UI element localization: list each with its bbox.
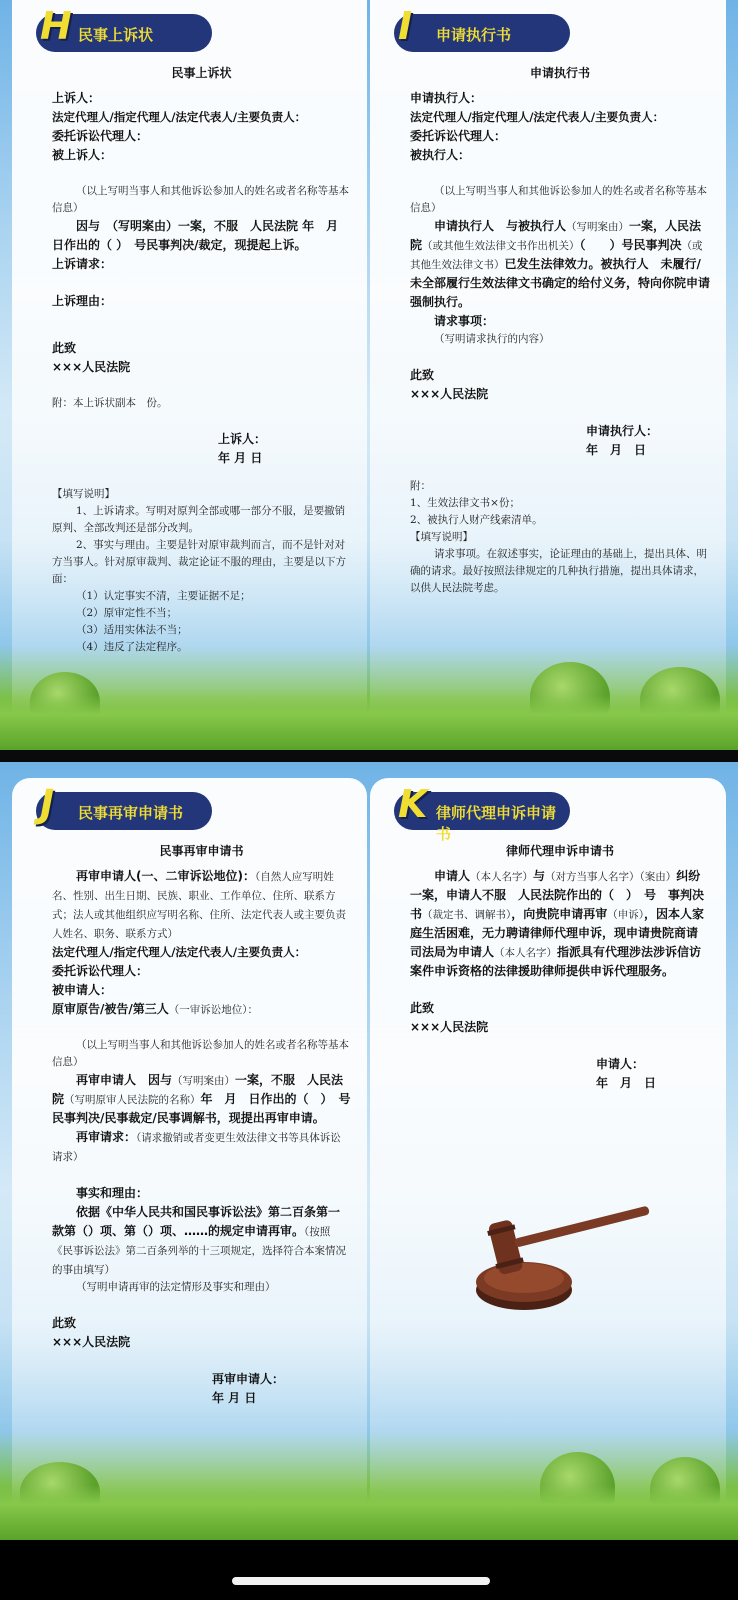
gavel-icon bbox=[456, 1198, 656, 1318]
body-part: 指派具有代理涉法涉诉信访案件申诉资格的法律援助律师提供申诉代理服务。 bbox=[410, 945, 702, 978]
party-line: 被执行人： bbox=[410, 148, 471, 162]
section-badge-k bbox=[394, 782, 570, 843]
party-note: （以上写明当事人和其他诉讼参加人的姓名或者名称等基本信息） bbox=[52, 1039, 349, 1068]
body-part: 纠纷一案，申请人不服 人民法院作出的（ ） 号 事判决书 bbox=[410, 869, 705, 921]
salutation: 此致 bbox=[52, 1316, 77, 1330]
request-note: （请求撤销或者变更生效法律文书等具体诉讼请求） bbox=[52, 1132, 341, 1163]
body-note: （写明案由） bbox=[172, 1075, 236, 1087]
attachment-note: 附：本上诉状副本 份。 bbox=[52, 397, 168, 409]
lawyer-appeal-document bbox=[410, 842, 710, 1093]
appeal-reason-label: 上诉理由： bbox=[52, 294, 113, 308]
doc-title: 民事再审申请书 bbox=[159, 844, 244, 858]
home-indicator[interactable] bbox=[232, 1577, 490, 1585]
instruction-text: 请求事项。在叙述事实，论证理由的基础上，提出具体、明确的请求。最好按照法律规定的几种执行措施，提出具体请求，以供人民法院考虑。 bbox=[410, 548, 707, 594]
party-line: 委托诉讼代理人： bbox=[52, 129, 149, 143]
page-civil-appeal bbox=[12, 0, 367, 750]
badge-title: 民事上诉状 bbox=[78, 26, 154, 44]
body-note: （写明案由） bbox=[566, 221, 630, 233]
party-line bbox=[52, 1000, 351, 1019]
civil-appeal-document bbox=[52, 64, 351, 656]
doc-title: 律师代理申诉申请书 bbox=[505, 844, 614, 858]
page-enforcement-application bbox=[370, 0, 726, 750]
body-part: 一案，人民法院 bbox=[410, 219, 702, 252]
attachment-item: 1、生效法律文书×份； bbox=[410, 497, 520, 509]
fact-label: 事实和理由： bbox=[76, 1186, 149, 1200]
date-label: 年 月 日 bbox=[218, 451, 263, 465]
body-note: （或其他生效法律文书作出机关） bbox=[422, 240, 580, 252]
body-text: 因与 （写明案由）一案，不服 人民法院 年 月 日作出的（ ） 号民事判决/裁定，现提起上诉。 bbox=[52, 219, 339, 252]
body-note: （或其他生效法律文书） bbox=[410, 240, 703, 271]
signature-label: 申请人： bbox=[596, 1057, 645, 1071]
signature-label: 上诉人： bbox=[218, 432, 267, 446]
body-part: 申请执行人 与被执行人 bbox=[434, 219, 567, 233]
instruction-title: 【填写说明】 bbox=[410, 531, 473, 543]
body-part: 一案，不服 人民法院 bbox=[52, 1073, 344, 1106]
instruction-item: （2）原审定性不当； bbox=[76, 607, 178, 619]
appeal-request-label: 上诉请求： bbox=[52, 257, 113, 271]
party-line: 法定代理人/指定代理人/法定代表人/主要负责人： bbox=[52, 945, 307, 959]
body-note: （裁定书、调解书） bbox=[422, 909, 512, 921]
applicant-line bbox=[52, 867, 351, 943]
section-badge-j bbox=[36, 782, 212, 830]
badge-title: 申请执行书 bbox=[436, 26, 512, 44]
applicant-note: （自然人应写明姓名、性别、出生日期、民族、职业、工作单位、住所、联系方式；法人或其他组织应写明名称、住所、法定代表人或主要负责人姓名、职务、联系方式） bbox=[52, 871, 346, 940]
badge-letter: K bbox=[398, 782, 428, 826]
top-spread bbox=[0, 0, 738, 750]
bottom-spread bbox=[0, 762, 738, 1540]
fact-body bbox=[52, 1203, 351, 1279]
body-note: （本人名字） bbox=[494, 947, 558, 959]
body-part: 申请人 bbox=[434, 869, 471, 883]
instruction-item: （1）认定事实不清，主要证据不足； bbox=[76, 590, 251, 602]
party-line: 申请执行人： bbox=[410, 91, 483, 105]
body-part: 已发生法律效力。被执行人 未履行/未全部履行生效法律文书确定的给付义务，特向你院申请强制执行。 bbox=[410, 257, 711, 309]
enforcement-document bbox=[410, 64, 710, 597]
request-label: 再审请求： bbox=[76, 1130, 137, 1144]
orig-party-note: （一审诉讼地位）： bbox=[168, 1004, 259, 1016]
party-note: （以上写明当事人和其他诉讼参加人的姓名或者名称等基本信息） bbox=[410, 185, 707, 214]
party-line: 被上诉人： bbox=[52, 148, 113, 162]
fact-note-2: （写明申请再审的法定情形及事实和理由） bbox=[76, 1281, 276, 1293]
court-name: ×××人民法院 bbox=[410, 387, 489, 401]
party-line: 法定代理人/指定代理人/法定代表人/主要负责人： bbox=[410, 110, 665, 124]
body-part: （ ）号民事判决 bbox=[579, 238, 682, 252]
date-label: 年 月 日 bbox=[596, 1076, 657, 1090]
body-part: 年 月 日作出的（ ） 号民事判决/民事裁定/民事调解书，现提出再审申请。 bbox=[52, 1092, 351, 1125]
body-part: 与 bbox=[533, 869, 546, 883]
fact-note: （按照《民事诉讼法》第二百条列举的十三项规定，选择符合本案情况的事由填写） bbox=[52, 1226, 346, 1276]
body-part: ，因本人家庭生活困难，无力聘请律师代理申诉，现申请贵院商请 司法局为申请人 bbox=[410, 907, 711, 959]
body-note: （案由） bbox=[639, 871, 677, 883]
attachment-item: 2、被执行人财产线索清单。 bbox=[410, 514, 543, 526]
grass-strip bbox=[0, 1485, 738, 1540]
attachment-label: 附： bbox=[410, 480, 431, 492]
party-note: （以上写明当事人和其他诉讼参加人的姓名或者名称等基本信息） bbox=[52, 185, 349, 214]
court-name: ×××人民法院 bbox=[52, 1335, 131, 1349]
body-part: ，向贵院申请再审 bbox=[511, 907, 608, 921]
body-text bbox=[410, 867, 710, 981]
section-badge-i bbox=[394, 4, 570, 52]
party-line: 上诉人： bbox=[52, 91, 101, 105]
applicant-label: 再审申请人(一、二审诉讼地位)： bbox=[76, 869, 255, 883]
request-label: 请求事项： bbox=[434, 314, 495, 328]
court-name: ×××人民法院 bbox=[52, 360, 131, 374]
body-text bbox=[410, 217, 710, 312]
instruction-item: （3）适用实体法不当； bbox=[76, 624, 188, 636]
fact-text: 依据《中华人民共和国民事诉讼法》第二百条第一款第（）项、第（）项、……的规定申请再审。 bbox=[52, 1205, 341, 1238]
instruction-item: 2、事实与理由。主要是针对原审裁判而言，而不是针对对方当事人。针对原审裁判、裁定论证不服的理由，主要是以下方面： bbox=[52, 539, 346, 585]
badge-letter: H bbox=[40, 4, 72, 48]
salutation: 此致 bbox=[410, 368, 435, 382]
spread-divider bbox=[0, 750, 738, 762]
grass-strip bbox=[0, 695, 738, 750]
signature-label: 再审申请人： bbox=[212, 1372, 285, 1386]
body-note: （申诉） bbox=[607, 909, 645, 921]
badge-title: 民事再审申请书 bbox=[78, 804, 184, 822]
party-line: 法定代理人/指定代理人/法定代表人/主要负责人： bbox=[52, 110, 307, 124]
party-line: 被申请人： bbox=[52, 983, 113, 997]
party-line: 委托诉讼代理人： bbox=[52, 964, 149, 978]
body-text bbox=[52, 1071, 351, 1128]
body-part: 再审申请人 因与 bbox=[76, 1073, 173, 1087]
orig-party-label: 原审原告/被告/第三人 bbox=[52, 1002, 169, 1016]
body-note: （本人名字） bbox=[470, 871, 534, 883]
salutation: 此致 bbox=[410, 1001, 435, 1015]
instruction-title: 【填写说明】 bbox=[52, 488, 115, 500]
page-lawyer-appeal-application bbox=[370, 778, 726, 1540]
court-name: ×××人民法院 bbox=[410, 1020, 489, 1034]
section-badge-h bbox=[36, 4, 212, 52]
badge-title: 律师代理申诉申请书 bbox=[436, 804, 557, 843]
page-civil-retrial bbox=[12, 778, 367, 1540]
body-note: （对方当事人名字） bbox=[545, 871, 640, 883]
party-line: 委托诉讼代理人： bbox=[410, 129, 507, 143]
civil-retrial-document bbox=[52, 842, 351, 1408]
body-note: （写明原审人民法院的名称） bbox=[64, 1094, 201, 1106]
doc-title: 民事上诉状 bbox=[171, 66, 232, 80]
retrial-request bbox=[52, 1128, 351, 1166]
instruction-item: 1、上诉请求。写明对原判全部或哪一部分不服，是要撤销原判、全部改判还是部分改判。 bbox=[52, 505, 346, 534]
request-note: （写明请求执行的内容） bbox=[434, 333, 550, 345]
doc-title: 申请执行书 bbox=[529, 66, 590, 80]
date-label: 年 月 日 bbox=[586, 443, 647, 457]
salutation: 此致 bbox=[52, 341, 77, 355]
badge-letter: J bbox=[40, 782, 55, 826]
date-label: 年 月 日 bbox=[212, 1391, 257, 1405]
badge-letter: I bbox=[398, 4, 413, 48]
signature-label: 申请执行人： bbox=[586, 424, 659, 438]
instruction-item: （4）违反了法定程序。 bbox=[76, 641, 188, 653]
